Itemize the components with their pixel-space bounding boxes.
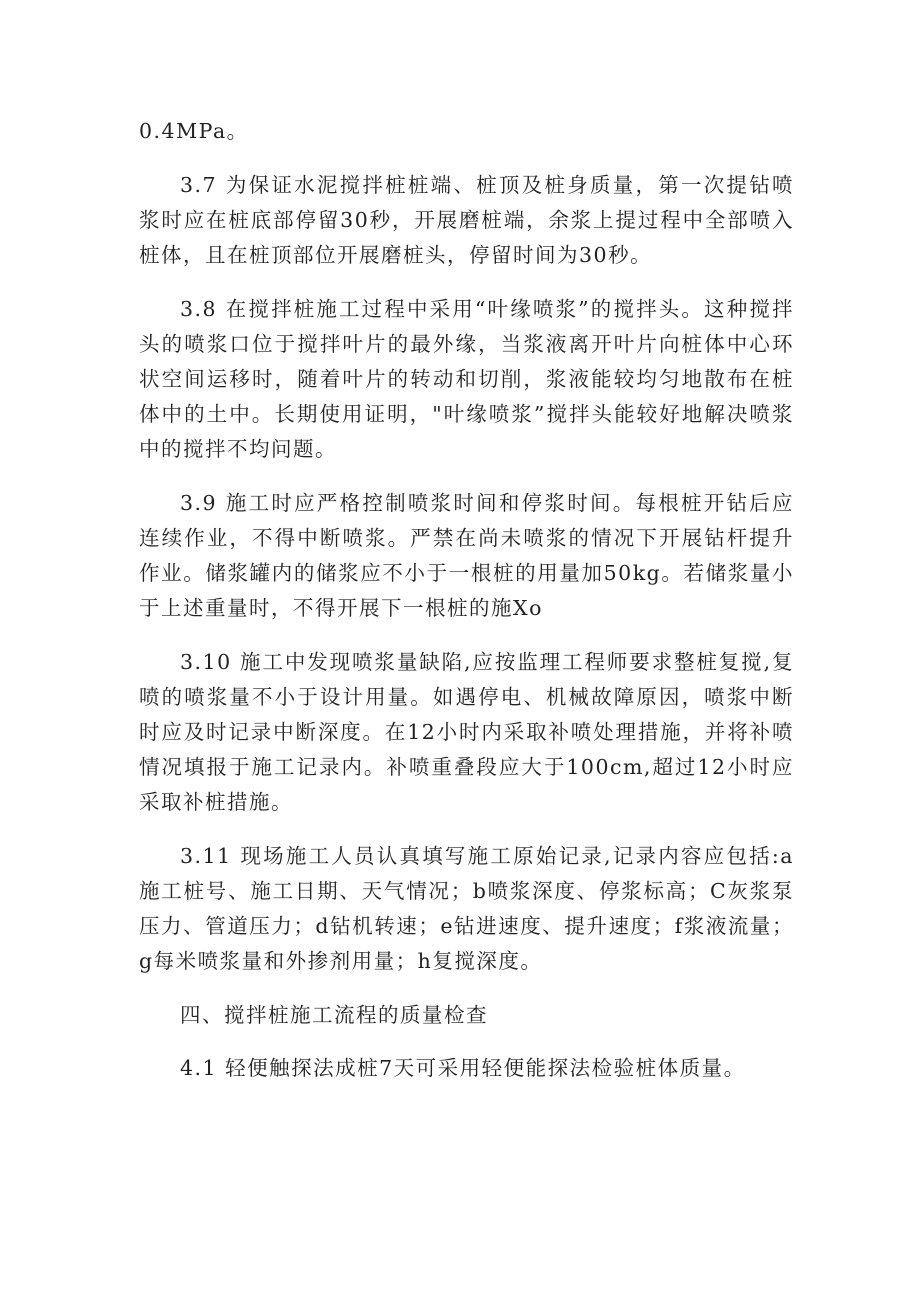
paragraph-4-1: 4.1 轻便触探法成桩7天可采用轻便能探法检验桩体质量。 [180,1056,746,1080]
paragraph-3-7: 3.7 为保证水泥搅拌桩桩端、桩顶及桩身质量，第一次提钻喷浆时应在桩底部停留30秒，开展磨桩端，余浆上提过程中全部喷入桩体，且在桩顶部位开展磨桩头，停留时间为30秒。 [139,173,794,267]
paragraph-3-8: 3.8 在搅拌桩施工过程中采用“叶缘喷浆”的搅拌头。这种搅拌头的喷浆口位于搅拌叶片的最外缘，当浆液离开叶片向桩体中心环状空间运移时，随着叶片的转动和切削，浆液能较均匀地散布在桩体中的土中。长期使用证明，"叶缘喷浆”搅拌头能较好地解决喷浆中的搅拌不均问题。 [139,297,794,461]
paragraph-continuation: 0.4MPa。 [139,119,249,143]
section-heading-4: 四、搅拌桩施工流程的质量检查 [180,1003,488,1027]
paragraph-3-10: 3.10 施工中发现喷浆量缺陷,应按监理工程师要求整桩复搅,复喷的喷浆量不小于设计用量。如遇停电、机械故障原因，喷浆中断时应及时记录中断深度。在12小时内采取补喷处理措施，并将补喷情况填报于施工记录内。补喷重叠段应大于100cm,超过12小时应采取补桩措施。 [139,650,794,814]
paragraph-3-11: 3.11 现场施工人员认真填写施工原始记录,记录内容应包括:a施工桩号、施工日期、天气情况；b喷浆深度、停浆标高；C灰浆泵压力、管道压力；d钻机转速；e钻进速度、提升速度；f浆液流量；g每米喷浆量和外掺剂用量；h复搅深度。 [139,844,794,973]
document-body [139,114,794,1105]
paragraph-3-9: 3.9 施工时应严格控制喷浆时间和停浆时间。每根桩开钻后应连续作业，不得中断喷浆。严禁在尚未喷浆的情况下开展钻杆提升作业。储浆罐内的储浆应不小于一根桩的用量加50kg。若储浆量小于上述重量时，不得开展下一根桩的施Xo [139,491,794,620]
